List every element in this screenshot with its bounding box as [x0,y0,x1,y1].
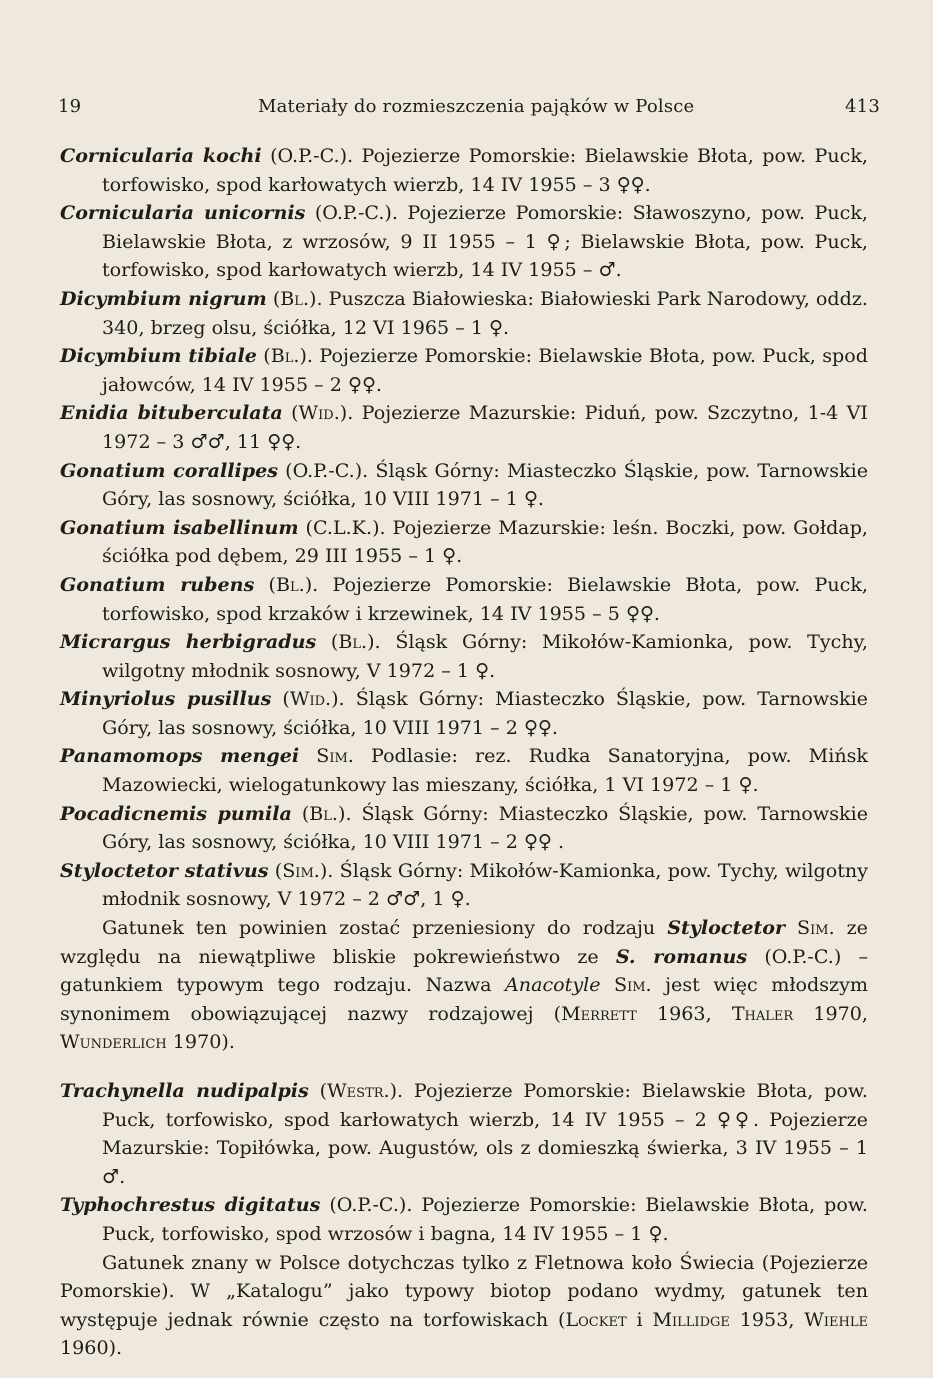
species-name: Typhochrestus digitatus [60,1193,321,1217]
entry-text: Śląsk Górny: Miasteczko Śląskie, pow. Tarnowskie Góry, las sosnowy, ściółka, 10 VIII 1971 – 1 ♀. [102,458,868,511]
species-entry [60,685,868,742]
reference-author: Thaler [731,1001,794,1025]
section-spacer [60,1057,868,1077]
species-entry [60,742,868,799]
species-name: Pocadicnemis pumila [60,801,292,825]
species-name: Enidia bituberculata [60,401,283,425]
species-name: Dicymbium nigrum [60,286,267,310]
species-author: (Bl.). [330,630,381,654]
species-author: (Bl.). [268,572,319,596]
species-name: Trachynella nudipalpis [60,1079,309,1102]
entry-text: Pojezierze Pomorskie: Sławoszyno, pow. Puck, Bielawskie Błota, z wrzosów, 9 II 1955 – 1 ♀; Bielawskie Błota, pow. Puck, torfowisko, spod karłowatych wierzb, 14 IV 1955 – ♂. [102,201,868,282]
species-entry [60,399,868,456]
species-entry [60,199,868,285]
genus-name: Anacotyle [505,973,601,997]
species-name: Dicymbium tibiale [60,344,257,368]
entry-text: Puszcza Białowieska: Białowieski Park Narodowy, oddz. 340, brzeg olsu, ściółka, 12 VI 1965 – 1 ♀. [102,286,869,339]
species-name: Cornicularia unicornis [60,201,306,225]
species-entry [60,1077,868,1191]
entry-text: Śląsk Górny: Miasteczko Śląskie, pow. Tarnowskie Góry, las sosnowy, ściółka, 10 VIII 1971 – 2 ♀♀. [102,687,868,739]
reference-author: Locket [565,1307,627,1331]
habitat-note: Gatunek znany w Polsce dotychczas tylko z Fletnowa koło Świecia (Pojezierze Pomorskie). W „Katalogu” jako typowy biotop podano wydmy, gatunek ten występuje jednak równie często na torfowiskach (Locket i Millidge 1953, Wiehle 1960). [60,1250,869,1360]
species-entry [60,857,868,914]
species-author: (O.P.-C.). [329,1193,413,1217]
reference-author: Merrett [561,1001,637,1025]
species-author: (O.P.-C.). [314,201,398,225]
species-name: S. romanus [615,944,748,968]
species-author: (Sim.). [274,858,334,882]
species-entry [60,514,868,571]
entry-text: Pojezierze Pomorskie: Bielawskie Błota, pow. Puck, torfowisko, spod karłowatych wierzb, 14 IV 1955 – 3 ♀♀. [102,144,868,196]
species-name: Cornicularia kochi [60,144,262,167]
species-entry [60,571,868,628]
species-entry [60,800,868,857]
species-name: Minyriolus pusillus [60,687,272,711]
species-author: (C.L.K.). [305,515,386,539]
species-entry [60,1191,868,1248]
species-author: (Westr.). [319,1079,404,1102]
species-name: Gonatium rubens [60,572,255,596]
species-name: Micrargus herbigradus [60,630,317,654]
entry-text: Śląsk Górny: Miasteczko Śląskie, pow. Tarnowskie Góry, las sosnowy, ściółka, 10 VIII 1971 – 2 ♀♀ . [102,801,868,854]
species-author: Sim. [316,744,354,768]
entry-text: Śląsk Górny: Mikołów-Kamionka, pow. Tychy, wilgotny młodnik sosnowy, V 1972 – 2 ♂♂, 1 ♀. [102,858,868,911]
species-name: Gonatium isabellinum [60,515,299,539]
header-title: Materiały do rozmieszczenia pająków w Polsce [258,96,695,117]
species-author: (Wid.). [282,687,345,711]
reference-author: Wiehle [804,1307,869,1331]
species-entry [60,457,868,514]
species-name: Styloctetor stativus [60,858,269,882]
species-author: (O.P.-C.). [270,144,354,167]
entry-text: Pojezierze Pomorskie: Bielawskie Błota, pow. Puck, torfowisko, spod wrzosów i bagna, 14 IV 1955 – 1 ♀. [102,1193,868,1245]
genus-name: Styloctetor [667,916,786,940]
species-author: (O.P.-C.). [285,458,369,482]
species-author: (Bl.). [272,286,323,310]
taxonomic-note: Gatunek ten powinien zostać przeniesiony do rodzaju Styloctetor Sim. ze względu na niewątpliwe bliskie pokrewieństwo ze S. romanus (O.P.-C.) – gatunkiem typowym tego rodzaju. Nazwa Anacotyle Sim. jest więc młodszym synonimem obowiązującej nazwy rodzajowej (Merrett 1963, Thaler 1970, Wunderlich 1970). [60,916,869,1054]
entry-text: Pojezierze Mazurskie: Piduń, pow. Szczytno, 1-4 VI 1972 – 3 ♂♂, 11 ♀♀. [102,401,868,453]
entry-text: Pojezierze Pomorskie: Bielawskie Błota, pow. Puck, torfowisko, spod krzaków i krzewinek, 14 IV 1955 – 5 ♀♀. [102,572,868,625]
species-author: (Bl.). [263,344,313,368]
page-number: 413 [845,96,880,117]
entry-text: Pojezierze Pomorskie: Bielawskie Błota, pow. Puck, torfowisko, spod karłowatych wierzb, 14 IV 1955 – 2 ♀♀. Pojezierze Mazurskie: Topiłówka, pow. Augustów, ols z domieszką świerka, 3 IV 1955 – 1 ♂. [102,1079,868,1188]
reference-author: Wunderlich [60,1030,167,1054]
species-entry [60,285,868,342]
entry-text: Pojezierze Pomorskie: Bielawskie Błota, pow. Puck, spod jałowców, 14 IV 1955 – 2 ♀♀. [102,344,868,396]
header-issue-number: 19 [58,96,82,117]
species-name: Gonatium corallipes [60,458,278,482]
entry-text: Śląsk Górny: Mikołów-Kamionka, pow. Tychy, wilgotny młodnik sosnowy, V 1972 – 1 ♀. [102,630,868,682]
entry-text: Pojezierze Mazurskie: leśn. Boczki, pow. Gołdap, ściółka pod dębem, 29 III 1955 – 1 ♀. [102,515,868,568]
species-entry [60,342,868,399]
species-author: (Wid.). [291,401,354,425]
entry-text: Podlasie: rez. Rudka Sanatoryjna, pow. Mińsk Mazowiecki, wielogatunkowy las mieszany, ściółka, 1 VI 1972 – 1 ♀. [102,744,868,797]
species-author: (Bl.). [301,801,352,825]
reference-author: Millidge [652,1307,730,1331]
species-entry [60,628,868,685]
body-text [60,142,868,1363]
species-name: Panamomops mengei [60,744,300,768]
species-entry [60,142,868,199]
